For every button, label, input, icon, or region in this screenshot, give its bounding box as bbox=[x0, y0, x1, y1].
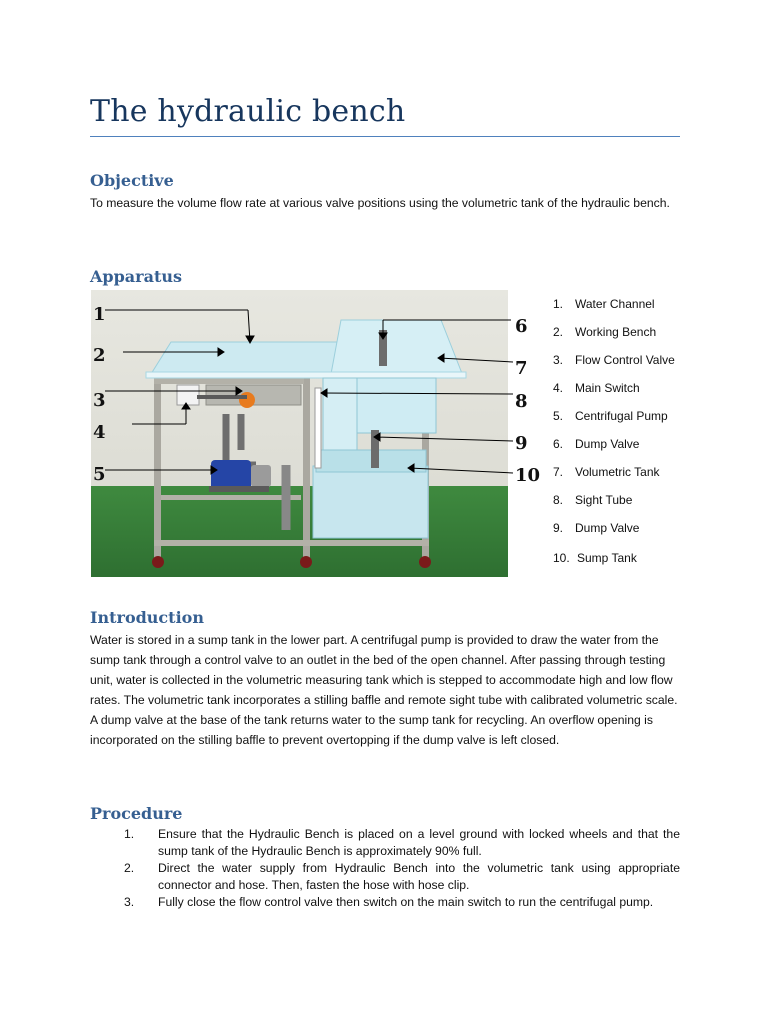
parts-list bbox=[553, 296, 675, 578]
procedure-step bbox=[90, 826, 680, 860]
title-rule bbox=[90, 136, 680, 137]
parts-list-item bbox=[553, 520, 675, 548]
page-title: The hydraulic bench bbox=[90, 94, 406, 129]
callout-6: 6 bbox=[515, 316, 528, 337]
callout-9: 9 bbox=[515, 433, 528, 454]
introduction-heading: Introduction bbox=[90, 608, 204, 627]
step-number: 3. bbox=[124, 895, 135, 909]
part-number: 8. bbox=[553, 493, 564, 507]
part-label: Sump Tank bbox=[577, 551, 637, 565]
part-label: Dump Valve bbox=[575, 437, 640, 451]
step-number: 1. bbox=[124, 827, 135, 841]
apparatus-heading: Apparatus bbox=[90, 267, 182, 286]
part-label: Centrifugal Pump bbox=[575, 409, 668, 423]
parts-list-item bbox=[553, 492, 675, 520]
part-number: 7. bbox=[553, 465, 564, 479]
part-number: 1. bbox=[553, 297, 564, 311]
parts-list-item bbox=[553, 324, 675, 352]
parts-list-item bbox=[553, 408, 675, 436]
part-label: Sight Tube bbox=[575, 493, 633, 507]
parts-list-item bbox=[553, 550, 675, 578]
procedure-step bbox=[90, 860, 680, 894]
callout-8: 8 bbox=[515, 391, 528, 412]
part-label: Water Channel bbox=[575, 297, 655, 311]
part-label: Dump Valve bbox=[575, 521, 640, 535]
part-number: 3. bbox=[553, 353, 564, 367]
step-text: Fully close the flow control valve then switch on the main switch to run the centrifugal pump. bbox=[158, 895, 654, 909]
parts-list-item bbox=[553, 464, 675, 492]
callout-4: 4 bbox=[93, 422, 106, 443]
parts-list-item bbox=[553, 436, 675, 464]
part-label: Flow Control Valve bbox=[575, 353, 675, 367]
part-label: Main Switch bbox=[575, 381, 640, 395]
callout-1: 1 bbox=[93, 304, 106, 325]
objective-heading: Objective bbox=[90, 171, 174, 190]
callout-2: 2 bbox=[93, 345, 106, 366]
part-label: Working Bench bbox=[575, 325, 657, 339]
part-number: 2. bbox=[553, 325, 564, 339]
step-text: Ensure that the Hydraulic Bench is placed on a level ground with locked wheels and that the sump tank of the Hydraulic Bench is approximately 90% full. bbox=[158, 827, 680, 858]
part-label: Volumetric Tank bbox=[575, 465, 660, 479]
part-number: 5. bbox=[553, 409, 564, 423]
callout-10: 10 bbox=[515, 465, 541, 486]
procedure-heading: Procedure bbox=[90, 804, 183, 823]
parts-list-item bbox=[553, 352, 675, 380]
callout-3: 3 bbox=[93, 390, 106, 411]
parts-list-item bbox=[553, 380, 675, 408]
introduction-text: Water is stored in a sump tank in the lower part. A centrifugal pump is provided to draw the water from the sump tank through a control valve to an outlet in the bed of the open channel. After passing through testing unit, water is collected in the volumetric measuring tank which is stepped to accommodate high and low flow rates. The volumetric tank incorporates a stilling baffle and remote sight tube with calibrated volumetric scale. A dump valve at the base of the tank returns water to the sump tank for recycling. An overflow opening is incorporated on the stilling baffle to prevent overtopping if the dump valve is left closed. bbox=[90, 633, 678, 747]
procedure-list bbox=[90, 826, 680, 911]
step-text: Direct the water supply from Hydraulic Bench into the volumetric tank using appropriate connector and hose. Then, fasten the hose with hose clip. bbox=[158, 861, 680, 892]
step-number: 2. bbox=[124, 861, 135, 875]
part-number: 4. bbox=[553, 381, 564, 395]
procedure-step bbox=[90, 894, 680, 911]
apparatus-photo bbox=[91, 290, 541, 577]
part-number: 6. bbox=[553, 437, 564, 451]
callout-7: 7 bbox=[515, 358, 528, 379]
parts-list-item bbox=[553, 296, 675, 324]
callout-5: 5 bbox=[93, 464, 106, 485]
part-number: 10. bbox=[553, 551, 570, 565]
objective-text: To measure the volume flow rate at various valve positions using the volumetric tank of the hydraulic bench. bbox=[90, 196, 670, 210]
part-number: 9. bbox=[553, 521, 564, 535]
